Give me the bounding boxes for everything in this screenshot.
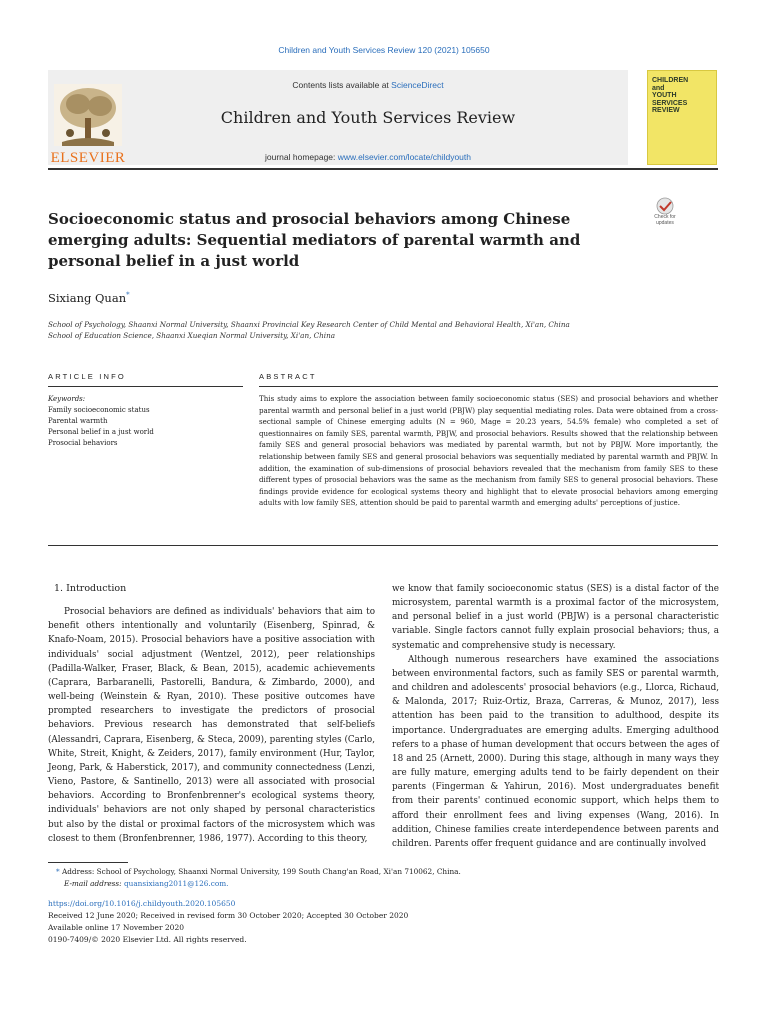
available-online: Available online 17 November 2020 — [48, 923, 184, 932]
body-paragraph: Prosocial behaviors are defined as individuals' behaviors that aim to benefit others intentionally and voluntarily (Eisenberg, Spinrad, & Knafo-Noam, 2015). Prosocial behaviors have a positive association with individuals' social adjustment (Wentzel, 2012), peer relationships (Padilla-Walker, Fraser, Black, & Bean, 2015), academic achievements (Caprara, Barbaranelli, Pastorelli, Bandura, & Zimbardo, 2000), and well-being (Weinstein & Ryan, 2010). These positive outcomes have prompted researchers to investigate the predictors of prosocial behaviors. Previous research has demonstrated that self-beliefs (Alessandri, Caprara, Eisenberg, & Steca, 2009), parenting styles (Carlo, White, Streit, Knight, & Zeiders, 2017), family environment (Hur, Taylor, Jeong, Park, & Haberstick, 2017), and community connectedness (Lenzi, Vieno, Pastore, & Santinello, 2013) were all associated with prosocial behaviors. According to Bronfenbrenner's ecological systems theory, individuals' behaviors are not only shaped by personal characteristics but also by the distal or proximal factors of the microsystem which was closest to them (Bronfenbrenner, 1986, 1977). According to this theory, — [48, 607, 375, 844]
contents-line — [128, 80, 608, 90]
keyword-item: Personal belief in a just world — [48, 428, 154, 436]
publication-metadata — [48, 898, 408, 946]
email-label: E-mail address: — [64, 879, 124, 888]
sciencedirect-link[interactable]: ScienceDirect — [391, 80, 444, 90]
doi-link[interactable]: https://doi.org/10.1016/j.childyouth.2020.105650 — [48, 899, 236, 908]
publisher-wordmark[interactable]: ELSEVIER — [50, 150, 126, 166]
journal-reference[interactable]: Children and Youth Services Review 120 (2021) 105650 — [278, 45, 490, 55]
keyword-item: Family socioeconomic status — [48, 406, 150, 414]
cover-title: CHILDREN and YOUTH SERVICES REVIEW — [652, 77, 689, 114]
abstract-body: This study aims to explore the association between family socioeconomic status (SES) and prosocial behaviors and whether parental warmth and personal belief in a just world (PBJW) play sequential mediating roles. Data were obtained from a cross-sectional sample of Chinese emerging adults (N = 960, Mage = 20.23 years, 54.5% female) who completed a set of questionnaires on family SES, parental warmth, PBJW, and prosocial behaviors. Results showed that the relationship between family SES and general prosocial behaviors was mediated by parental warmth, but not by PBJW. More importantly, the relationship between family SES and general prosocial behaviors was sequentially mediated by parental warmth and PBJW. In addition, the examination of sub-dimensions of prosocial behaviors revealed that the mechanism from family SES to these different types of prosocial behaviors was the same as the mechanism from family SES to general prosocial behaviors. These findings provide evidence for ecological systems theory and highlight that to elevate prosocial behaviors among emerging adults with low family SES, attention should be paid to parental warmth and emerging adults' perceptions of justice. — [259, 394, 718, 508]
article-title: Socioeconomic status and prosocial behaviors among Chinese emerging adults: Sequential mediators of parental warmth and personal belief in a just world — [48, 210, 581, 270]
body-paragraph: Although numerous researchers have examined the associations between environmental factors, such as family SES or parental warmth, and children and adolescents' prosocial behaviors (e.g., Llorca, Richaud, & Malonda, 2017; Ruiz-Ortiz, Braza, Carreras, & Munoz, 2017), less attention has been paid to the transition to adulthood, despite its importance. Undergraduates are emerging adults. Emerging adulthood refers to a phase of human development that occurs between the ages of 18 and 25 (Arnett, 2000). During this stage, although in many ways they are fully mature, emerging adults tend to be fairly dependent on their parents (Fingerman & Yahirun, 2016). Most undergraduates benefit from their parents' continued economic support, which helps them to afford their enrollment fees and living expenses (Wang, 2016). In addition, Chinese families create interdependence between parents and children. Parents offer frequent guidance and are continually involved — [392, 654, 719, 849]
journal-cover-thumbnail[interactable] — [647, 70, 717, 165]
journal-title: Children and Youth Services Review — [220, 108, 516, 127]
homepage-prefix: journal homepage: — [264, 152, 338, 162]
article-info-heading: ARTICLE INFO — [48, 372, 126, 381]
footnote-marker[interactable]: * — [56, 867, 60, 876]
footnote-divider — [48, 862, 128, 863]
introduction-heading: 1. Introduction — [54, 583, 127, 594]
check-for-updates-label[interactable]: Check for updates — [654, 214, 676, 226]
footnote-address: Address: School of Psychology, Shaanxi Normal University, 199 South Chang'an Road, Xi'an 710062, China. — [61, 867, 461, 876]
homepage-link[interactable]: www.elsevier.com/locate/childyouth — [337, 152, 471, 162]
body-column-left — [48, 582, 375, 846]
author-footnote-mark[interactable]: * — [126, 291, 130, 300]
received-dates: Received 12 June 2020; Received in revised form 30 October 2020; Accepted 30 October 2020 — [48, 911, 409, 920]
keyword-item: Parental warmth — [48, 417, 108, 425]
footnote-email-line — [48, 878, 718, 890]
body-paragraph: we know that family socioeconomic status (SES) is a distal factor of the microsystem, parental warmth is a proximal factor of the microsystem, and personal belief in a just world (PBJW) is a personal characteristic variable. Single factors cannot fully explain prosocial behaviors; thus, a systematic and comprehensive study is necessary. — [392, 584, 719, 651]
abstract-heading: ABSTRACT — [259, 372, 317, 381]
author-name — [48, 291, 130, 305]
email-link[interactable]: quansixiang2011@126.com. — [123, 879, 229, 888]
body-column-right — [392, 582, 719, 851]
contents-prefix: Contents lists available at — [292, 80, 392, 90]
keyword-list — [48, 405, 154, 449]
keyword-item: Prosocial behaviors — [48, 439, 118, 447]
info-divider — [48, 386, 243, 387]
abstract-bottom-divider — [48, 545, 718, 546]
author-footnote — [48, 866, 718, 890]
copyright-line: 0190-7409/© 2020 Elsevier Ltd. All rights reserved. — [48, 935, 247, 944]
abstract-divider — [259, 386, 718, 387]
author-text[interactable]: Sixiang Quan — [48, 291, 127, 305]
footnote-address-line — [48, 866, 718, 878]
affiliation-2: School of Education Science, Shaanxi Xueqian Normal University, Xi'an, China — [48, 331, 336, 340]
affiliation-1: School of Psychology, Shaanxi Normal University, Shaanxi Provincial Key Research Center of Child Mental and Behavioral Health, Xi'an, China — [48, 320, 570, 329]
journal-homepage — [128, 152, 608, 162]
keywords-label: Keywords: — [48, 395, 86, 403]
masthead-divider — [48, 168, 718, 170]
